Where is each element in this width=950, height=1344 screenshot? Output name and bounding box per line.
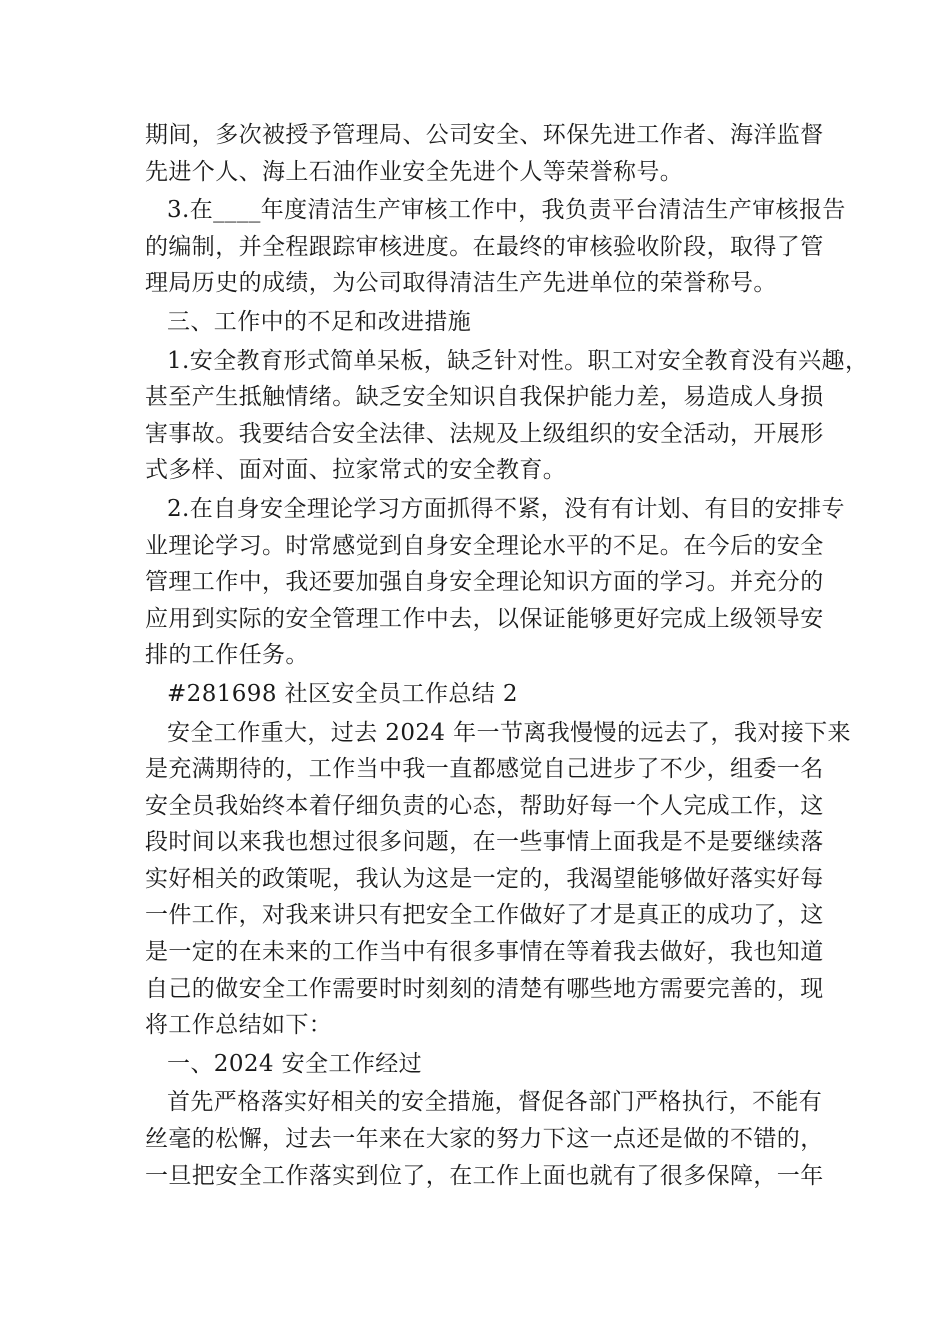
paragraph: [145, 117, 824, 190]
text-line: 先进个人、海上石油作业安全先进个人等荣誉称号。: [145, 158, 684, 185]
text-line: 是充满期待的，工作当中我一直都感觉自己进步了不少，组委一名: [145, 756, 824, 783]
text-line: 式多样、面对面、拉家常式的安全教育。: [145, 457, 567, 484]
text-line: 期间，多次被授予管理局、公司安全、环保先进工作者、海洋监督: [145, 122, 824, 148]
text-line: 2.在自身安全理论学习方面抓得不紧，没有有计划、有目的安排专: [167, 495, 845, 522]
text-line: 将工作总结如下：: [145, 1012, 333, 1039]
text-line: 1.安全教育形式简单呆板，缺乏针对性。职工对安全教育没有兴趣，: [167, 347, 869, 374]
text-line: #281698 社区安全员工作总结 2: [167, 680, 518, 707]
text-line: 一件工作，对我来讲只有把安全工作做好了才是真正的成功了，这: [145, 902, 824, 929]
text-line: 首先严格落实好相关的安全措施，督促各部门严格执行，不能有: [167, 1089, 823, 1116]
text-line: 自己的做安全工作需要时时刻刻的清楚有哪些地方需要完善的，现: [145, 975, 824, 1002]
text-line: 段时间以来我也想过很多问题，在一些事情上面我是不是要继续落: [145, 829, 824, 856]
section-heading: [145, 304, 810, 341]
paragraph: [145, 1084, 824, 1194]
text-line: 3.在____年度清洁生产审核工作中，我负责平台清洁生产审核报告: [167, 197, 846, 224]
paragraph: [145, 192, 846, 302]
text-line: 业理论学习。时常感觉到自身安全理论水平的不足。在今后的安全: [145, 532, 824, 559]
paragraph: [145, 343, 869, 489]
text-line: 甚至产生抵触情绪。缺乏安全知识自我保护能力差，易造成人身损: [145, 384, 824, 411]
section-heading: [145, 1046, 810, 1083]
section-heading: [145, 676, 810, 713]
text-line: 实好相关的政策呢，我认为这是一定的，我渴望能够做好落实好每: [145, 865, 824, 892]
text-line: 三、工作中的不足和改进措施: [167, 308, 472, 335]
text-line: 管理工作中，我还要加强自身安全理论知识方面的学习。并充分的: [145, 569, 824, 596]
text-line: 一、2024 安全工作经过: [167, 1050, 423, 1077]
text-line: 安全员我始终本着仔细负责的心态，帮助好每一个人完成工作，这: [145, 792, 824, 819]
text-line: 应用到实际的安全管理工作中去，以保证能够更好完成上级领导安: [145, 605, 824, 632]
text-line: 丝毫的松懈，过去一年来在大家的努力下这一点还是做的不错的，: [145, 1126, 824, 1153]
text-line: 一旦把安全工作落实到位了，在工作上面也就有了很多保障，一年: [145, 1162, 824, 1189]
text-line: 的编制，并全程跟踪审核进度。在最终的审核验收阶段，取得了管: [145, 233, 824, 260]
text-line: 是一定的在未来的工作当中有很多事情在等着我去做好，我也知道: [145, 939, 824, 966]
document-body: [145, 117, 869, 1194]
text-line: 害事故。我要结合安全法律、法规及上级组织的安全活动，开展形: [145, 420, 824, 447]
paragraph: [145, 491, 845, 674]
text-line: 排的工作任务。: [145, 642, 309, 669]
text-line: 理局历史的成绩，为公司取得清洁生产先进单位的荣誉称号。: [145, 270, 777, 297]
text-line: 安全工作重大，过去 2024 年一节离我慢慢的远去了，我对接下来: [167, 719, 851, 746]
paragraph: [145, 715, 851, 1044]
